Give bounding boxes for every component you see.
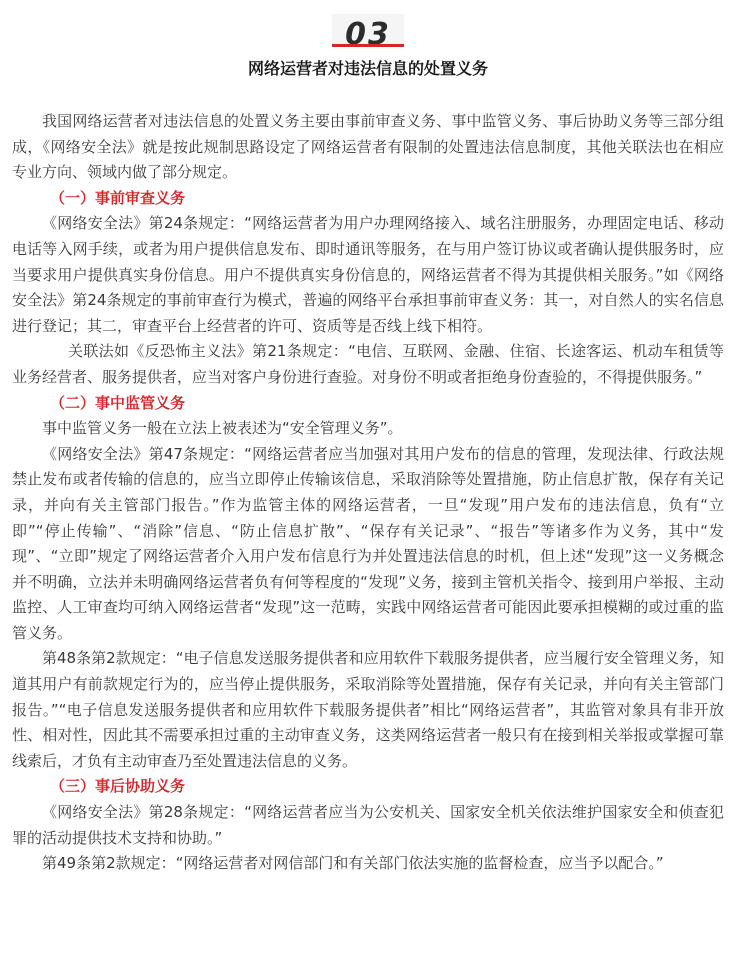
section-number-badge	[332, 14, 404, 46]
paragraph-counter-terrorism: 关联法如《反恐怖主义法》第21条规定：“电信、互联网、金融、住宿、长途客运、机动车租赁等业务经营者、服务提供者，应当对客户身份进行查验。对身份不明或者拒绝身份查验的，不得提供服务。”	[12, 342, 724, 386]
paragraph-safety-management: 事中监管义务一般在立法上被表述为“安全管理义务”。	[42, 419, 403, 438]
heading-post-assistance: （三）事后协助义务	[50, 777, 186, 796]
heading-pre-review: （一）事前审查义务	[50, 188, 186, 207]
intro-paragraph: 我国网络运营者对违法信息的处置义务主要由事前审查义务、事中监管义务、事后协助义务等三部分组成，《网络安全法》就是按此规制思路设定了网络运营者有限制的处置违法信息制度，其他关联法也在相应专业方向、领域内做了部分规定。	[12, 112, 724, 182]
paragraph-article-49: 第49条第2款规定：“网络运营者对网信部门和有关部门依法实施的监督检查，应当予以配合。”	[42, 854, 664, 873]
paragraph-article-47: 《网络安全法》第47条规定：“网络运营者应当加强对其用户发布的信息的管理，发现法律、行政法规禁止发布或者传输的信息的，应当立即停止传输该信息，采取消除等处置措施，防止信息扩散，保存有关记录，并向有关主管部门报告。”作为监管主体的网络运营者，一旦“发现”用户发布的违法信息，负有“立即”“停止传输”、“消除”信息、“防止信息扩散”、“保存有关记录”、“报告”等诸多作为义务，其中“发现”、“立即”规定了网络运营者介入用户发布信息行为并处置违法信息的时机，但上述“发现”这一义务概念并不明确，立法并未明确网络运营者负有何等程度的“发现”义务，接到主管机关指令、接到用户举报、主动监控、人工审查均可纳入网络运营者“发现”这一范畴，实践中网络运营者可能因此要承担模糊的或过重的监管义务。	[12, 444, 725, 642]
paragraph-article-28: 《网络安全法》第28条规定：“网络运营者应当为公安机关、国家安全机关依法维护国家安全和侦查犯罪的活动提供技术支持和协助。”	[12, 803, 724, 847]
paragraph-article-24: 《网络安全法》第24条规定：“网络运营者为用户办理网络接入、域名注册服务，办理固定电话、移动电话等入网手续，或者为用户提供信息发布、即时通讯等服务，在与用户签订协议或者确认提供服务时，应当要求用户提供真实身份信息。用户不提供真实身份信息的，网络运营者不得为其提供相关服务。”如《网络安全法》第24条规定的事前审查行为模式，普遍的网络平台承担事前审查义务：其一，对自然人的实名信息进行登记；其二，审查平台上经营者的许可、资质等是否线上线下相符。	[12, 214, 724, 335]
section-number-box	[332, 14, 404, 44]
section-title: 网络运营者对违法信息的处置义务	[247, 59, 488, 78]
article-body	[12, 109, 724, 877]
heading-in-process-supervision: （二）事中监管义务	[50, 393, 186, 412]
section-number: 03	[345, 17, 391, 44]
paragraph-article-48: 第48条第2款规定：“电子信息发送服务提供者和应用软件下载服务提供者，应当履行安全管理义务，知道其用户有前款规定行为的，应当停止提供服务，采取消除等处置措施，保存有关记录，并向有关主管部门报告。”“电子信息发送服务提供者和应用软件下载服务提供者”相比“网络运营者”，其监管对象具有非开放性、相对性，因此其不需要承担过重的主动审查义务，这类网络运营者一般只有在接到相关举报或掌握可靠线索后，才负有主动审查乃至处置违法信息的义务。	[12, 649, 724, 770]
section-number-underline	[332, 44, 404, 47]
